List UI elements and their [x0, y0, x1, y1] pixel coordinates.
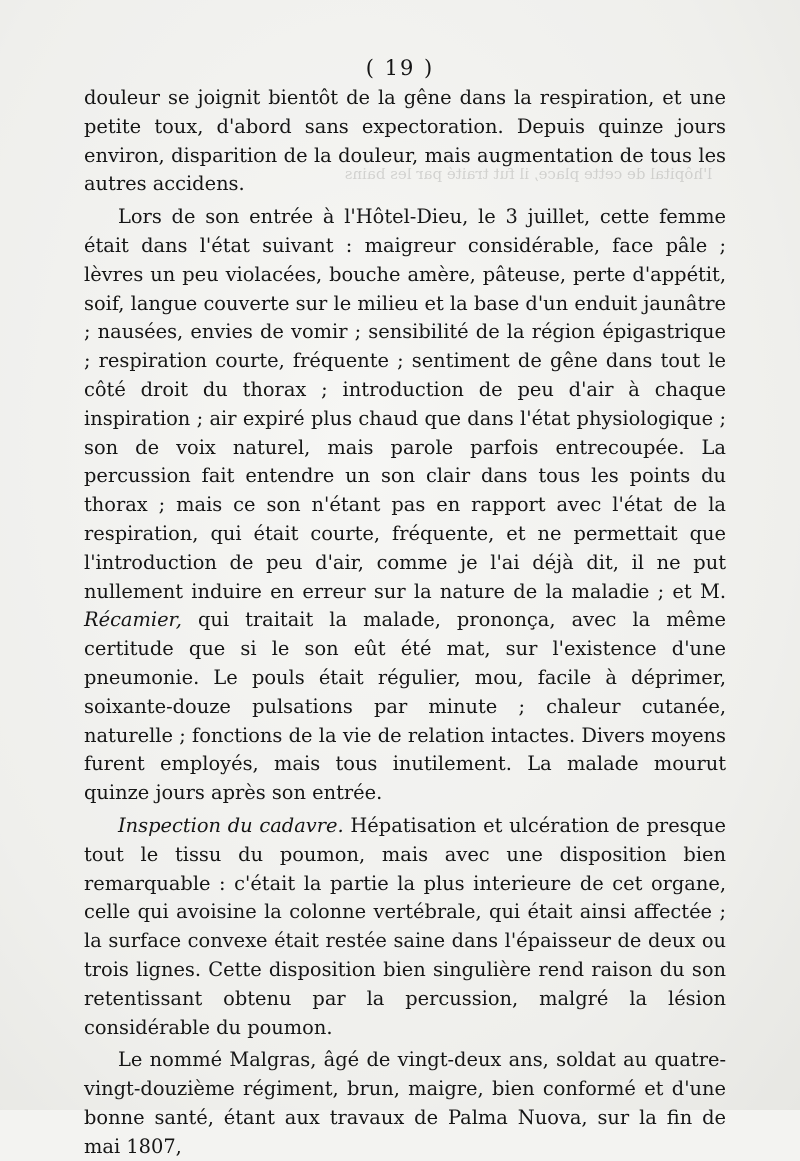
paragraph-new-case: [84, 1046, 726, 1161]
paragraph-continuation: [84, 84, 726, 199]
paragraph-text: douleur se joignit bientôt de la gêne dans la respiration, et une petite toux, d'abord sans expectoration. Depuis quinze jours environ, disparition de la douleur, mais augmentation de tous les autres accidens.: [84, 86, 726, 196]
paragraph-text: Lors de son entrée à l'Hôtel-Dieu, le 3 juillet, cette femme était dans l'état suivant : maigreur considérable, face pâle ; lèvres un peu violacées, bouche amère, pâteuse, perte d'appétit, soif, langue couverte sur le milieu et la base d'un enduit jaunâtre ; nausées, envies de vomir ; sensibilité de la région épigastrique ; respiration courte, fréquente ; sentiment de gêne dans tout le côté droit du thorax ; introduction de peu d'air à chaque inspiration ; air expiré plus chaud que dans l'état physiologique ; son de voix naturel, mais parole parfois entrecoupée. La percussion fait entendre un son clair dans tous les points du thorax ; mais ce son n'étant pas en rapport avec l'état de la respiration, qui était courte, fréquente, et ne permettait que l'introduction de peu d'air, comme je l'ai déjà dit, il ne put nullement induire en erreur sur la nature de la maladie ; et M.: [84, 205, 726, 603]
paragraph-text: Hépatisation et ulcération de presque tout le tissu du poumon, mais avec une disposition bien remarquable : c'était la partie la plus interieure de cet organe, celle qui avoisine la colonne vertébrale, qui était ainsi affectée ; la surface convexe était restée saine dans l'épaisseur de deux ou trois lignes. Cette disposition bien singulière rend raison du son retentissant obtenu par la percussion, malgré la lésion considérable du poumon.: [84, 813, 727, 1039]
section-lead: Inspection du cadavre.: [118, 813, 344, 837]
italic-name: Récamier,: [84, 608, 182, 632]
paragraph-text: Le nommé Malgras, âgé de vingt-deux ans, soldat au quatre-vingt-douzième régiment, brun, maigre, bien conformé et d'une bonne santé, étant aux travaux de Palma Nuova, sur la fin de mai 1807,: [84, 1048, 726, 1158]
body-text: [84, 84, 726, 1161]
paragraph-autopsy: [84, 812, 726, 1042]
paragraph-text-continued: qui traitait la malade, prononça, avec la même certitude que si le son eût été mat, sur l'existence d'une pneumonie. Le pouls était régulier, mou, facile à déprimer, soixante-douze pulsations par minute ; chaleur cutanée, naturelle ; fonctions de la vie de relation intactes. Divers moyens furent employés, mais tous inutilement. La malade mourut quinze jours après son entrée.: [84, 608, 727, 805]
page-number: ( 19 ): [365, 56, 435, 80]
bleed-through-text: l'hôpital de cette place, il fut traité par les bains: [344, 165, 712, 183]
paragraph-admission: [84, 203, 726, 808]
